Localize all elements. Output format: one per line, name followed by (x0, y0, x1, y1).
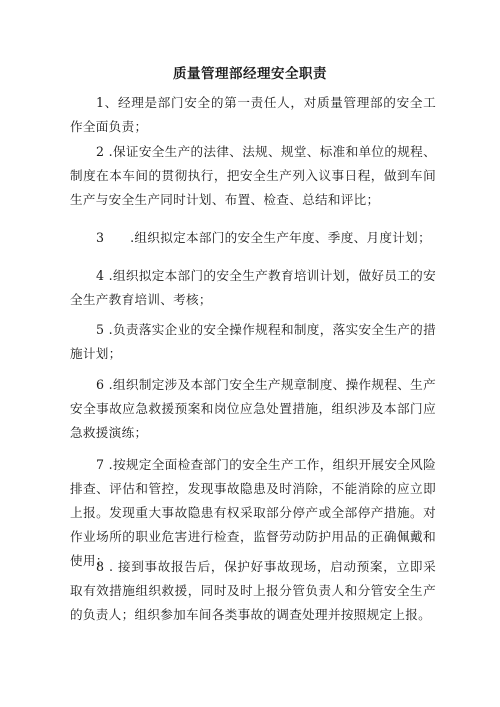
duty-item-6: 6 .组织制定涉及本部门安全生产规章制度、操作规程、生产安全事故应急救援预案和岗位应急处置措施，组织涉及本部门应急救援演练； (70, 377, 436, 440)
duty-item-1: 1、经理是部门安全的第一责任人，对质量管理部的安全工作全面负责； (70, 95, 436, 134)
duty-item-3: 3 .组织拟定本部门的安全生产年度、季度、月度计划； (96, 230, 431, 245)
duty-item-7: 7 .按规定全面检查部门的安全生产工作，组织开展安全风险排查、评估和管控，发现事故隐患及时消除，不能消除的应立即上报。发现重大事故隐患有权采取部分停产或全部停产措施。对作业场所的职业危害进行检查，监督劳动防护用品的正确佩戴和使用； (70, 457, 436, 568)
duty-item-4: 4 .组织拟定本部门的安全生产教育培训计划，做好员工的安全生产教育培训、考核； (70, 268, 436, 307)
document-title: 质量管理部经理安全职责 (173, 66, 327, 82)
duty-item-8: 8 . 接到事故报告后，保护好事故现场，启动预案，立即采取有效措施组织救援，同时及时上报分管负责人和分管安全生产的负责人；组织参加车间各类事故的调查处理并按照规定上报。 (70, 559, 436, 622)
duty-item-2: 2 .保证安全生产的法律、法规、规堂、标准和单位的规程、制度在本车间的贯彻执行，把安全生产列入议事日程，做到车间生产与安全生产同时计划、布置、检查、总结和评比； (70, 144, 436, 207)
duty-item-5: 5 .负责落实企业的安全操作规程和制度，落实安全生产的措施计划； (70, 322, 436, 361)
